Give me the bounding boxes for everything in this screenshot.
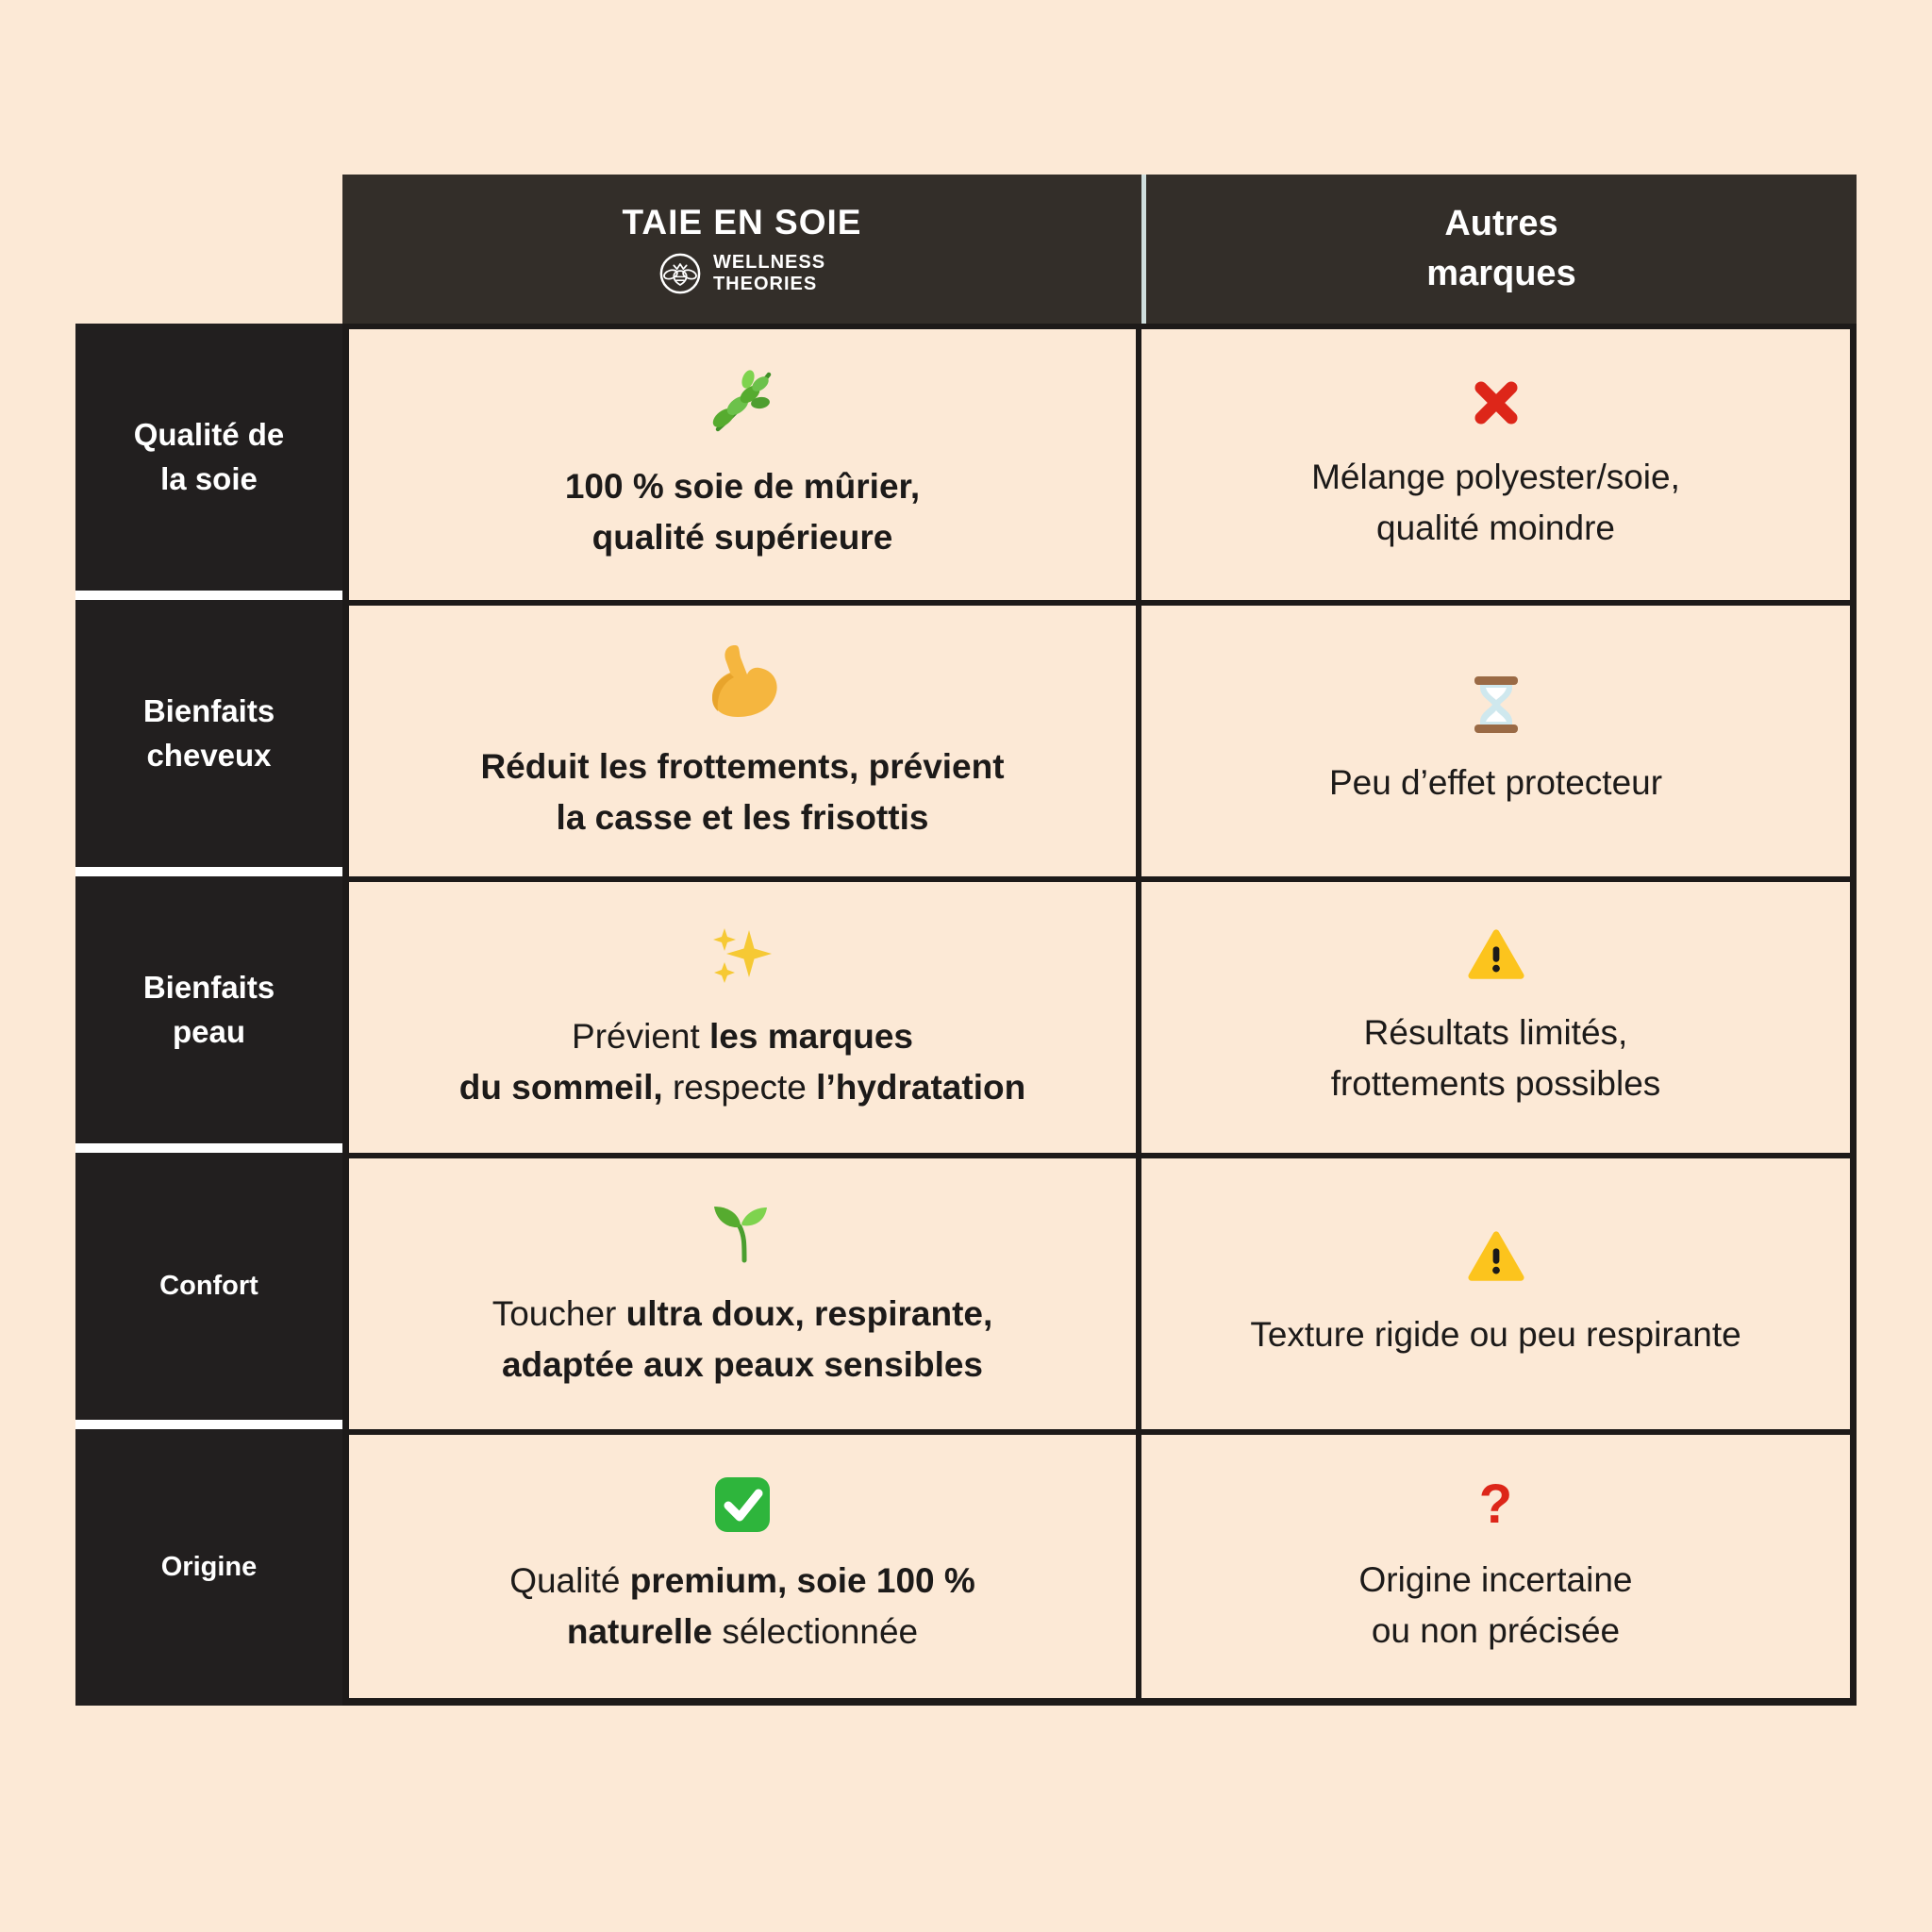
brand-feature-cell — [342, 324, 1141, 600]
brand-feature-cell — [342, 600, 1141, 876]
feature-text: Qualité premium, soie 100 % naturelle sélectionnée — [509, 1560, 975, 1651]
feature-text: Texture rigide ou peu respirante — [1250, 1314, 1741, 1354]
corner-spacer — [75, 175, 342, 324]
other-feature-cell — [1141, 1429, 1857, 1706]
check-mark-icon — [714, 1476, 771, 1533]
brand-feature-cell — [342, 1429, 1141, 1706]
other-feature-cell — [1141, 324, 1857, 600]
feature-text: Prévient les marques du sommeil, respecte l’hydratation — [458, 1016, 1026, 1107]
header-brand-cell — [342, 175, 1141, 324]
warning-icon — [1467, 1228, 1525, 1287]
sparkles-icon — [709, 923, 775, 989]
other-header-line: marques — [1426, 254, 1576, 293]
red-question-icon: ? — [1478, 1473, 1513, 1535]
other-header-line: Autres — [1444, 203, 1558, 243]
brand-feature-cell — [342, 876, 1141, 1153]
other-feature-cell — [1141, 876, 1857, 1153]
feature-text: Origine incertaine ou non précisée — [1358, 1559, 1633, 1650]
brand-feature-cell — [342, 1153, 1141, 1429]
other-feature-cell — [1141, 1153, 1857, 1429]
row-label: Confort — [75, 1153, 342, 1429]
cross-mark-icon — [1470, 376, 1523, 429]
feature-text: Toucher ultra doux, respirante, adaptée aux peaux sensibles — [491, 1293, 993, 1384]
feature-text: Peu d’effet protecteur — [1328, 762, 1663, 802]
hourglass-icon — [1466, 675, 1526, 735]
brand-logo — [658, 252, 825, 295]
herb-icon — [707, 367, 778, 439]
bee-logo-icon — [658, 252, 702, 295]
brand-wordmark — [713, 252, 825, 295]
feature-text: 100 % soie de mûrier, qualité supérieure — [564, 466, 921, 557]
row-label: Bienfaits peau — [75, 876, 342, 1153]
feature-text: Réduit les frottements, prévient la casse et les frisottis — [480, 746, 1005, 837]
header-other-cell — [1141, 175, 1857, 324]
wordmark-line: THEORIES — [712, 274, 818, 294]
row-label: Qualité de la soie — [75, 324, 342, 600]
seedling-icon — [708, 1198, 776, 1266]
brand-title: TAIE EN SOIE — [622, 203, 862, 242]
comparison-table — [75, 175, 1857, 1706]
warning-icon — [1467, 926, 1525, 985]
feature-text: Résultats limités, frottements possibles — [1330, 1012, 1661, 1103]
row-label: Origine — [75, 1429, 342, 1706]
other-feature-cell — [1141, 600, 1857, 876]
flexed-biceps-icon — [703, 640, 782, 719]
wordmark-line: WELLNESS — [712, 252, 826, 273]
feature-text: Mélange polyester/soie, qualité moindre — [1311, 457, 1680, 547]
row-label: Bienfaits cheveux — [75, 600, 342, 876]
